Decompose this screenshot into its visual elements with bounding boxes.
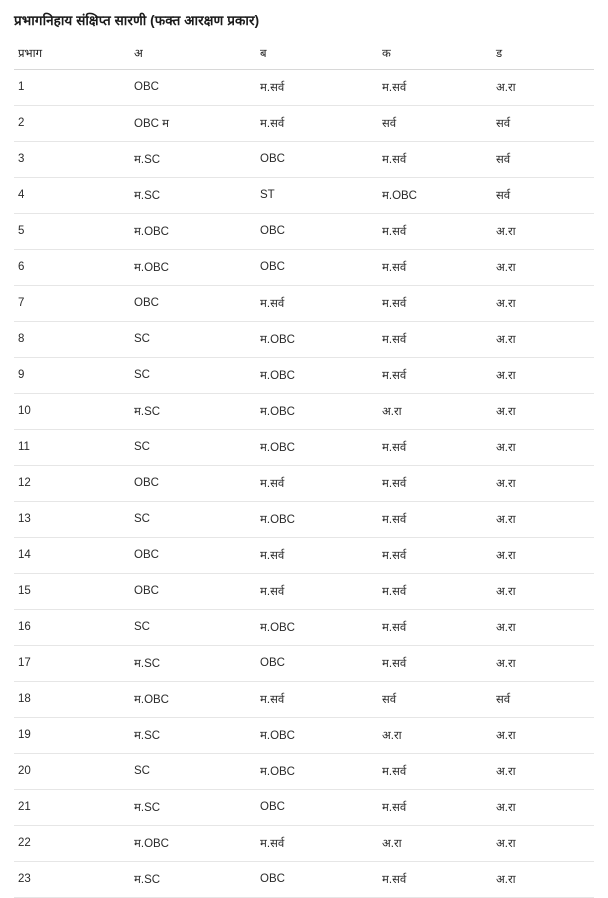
- cell-value: म.SC: [130, 141, 256, 177]
- table-row: [14, 285, 594, 321]
- cell-prabhag: 9: [14, 357, 130, 393]
- cell-value: OBC: [256, 141, 378, 177]
- table-row: [14, 105, 594, 141]
- cell-value: अ.रा: [492, 429, 594, 465]
- cell-value: म.SC: [130, 393, 256, 429]
- table-row: [14, 825, 594, 861]
- cell-value: म.सर्व: [256, 537, 378, 573]
- table-row: [14, 249, 594, 285]
- column-header-b: ब: [256, 40, 378, 70]
- cell-value: अ.रा: [492, 393, 594, 429]
- cell-value: SC: [130, 321, 256, 357]
- cell-prabhag: 16: [14, 609, 130, 645]
- cell-prabhag: 15: [14, 573, 130, 609]
- cell-value: अ.रा: [492, 609, 594, 645]
- cell-value: म.OBC: [256, 321, 378, 357]
- cell-prabhag: 17: [14, 645, 130, 681]
- cell-prabhag: 6: [14, 249, 130, 285]
- cell-value: म.सर्व: [378, 249, 492, 285]
- cell-value: म.OBC: [130, 213, 256, 249]
- cell-value: म.सर्व: [378, 321, 492, 357]
- cell-value: म.SC: [130, 789, 256, 825]
- cell-value: SC: [130, 609, 256, 645]
- cell-value: म.OBC: [256, 501, 378, 537]
- cell-value: म.OBC: [256, 429, 378, 465]
- cell-value: म.OBC: [378, 177, 492, 213]
- cell-value: SC: [130, 753, 256, 789]
- column-header-prabhag: प्रभाग: [14, 40, 130, 70]
- table-row: [14, 429, 594, 465]
- cell-value: अ.रा: [492, 861, 594, 897]
- cell-prabhag: 1: [14, 69, 130, 105]
- cell-value: म.सर्व: [378, 69, 492, 105]
- cell-prabhag: 21: [14, 789, 130, 825]
- cell-prabhag: 19: [14, 717, 130, 753]
- cell-value: सर्व: [492, 105, 594, 141]
- cell-value: अ.रा: [378, 393, 492, 429]
- cell-value: म.SC: [130, 717, 256, 753]
- reservation-summary-table: [14, 40, 594, 898]
- cell-prabhag: 10: [14, 393, 130, 429]
- cell-value: SC: [130, 357, 256, 393]
- table-row: [14, 717, 594, 753]
- cell-value: म.सर्व: [256, 285, 378, 321]
- cell-prabhag: 22: [14, 825, 130, 861]
- cell-value: म.OBC: [256, 753, 378, 789]
- table-header-row: [14, 40, 594, 70]
- cell-value: OBC: [130, 69, 256, 105]
- cell-value: अ.रा: [492, 753, 594, 789]
- cell-value: OBC: [130, 465, 256, 501]
- cell-value: म.सर्व: [378, 789, 492, 825]
- cell-value: म.OBC: [130, 681, 256, 717]
- cell-value: OBC: [256, 249, 378, 285]
- cell-value: OBC: [256, 213, 378, 249]
- cell-value: OBC: [130, 537, 256, 573]
- table-row: [14, 357, 594, 393]
- cell-value: म.OBC: [256, 393, 378, 429]
- cell-value: म.OBC: [256, 357, 378, 393]
- cell-value: सर्व: [492, 177, 594, 213]
- table-row: [14, 393, 594, 429]
- column-header-a: अ: [130, 40, 256, 70]
- cell-value: म.सर्व: [378, 141, 492, 177]
- cell-prabhag: 3: [14, 141, 130, 177]
- cell-value: सर्व: [492, 141, 594, 177]
- cell-value: म.SC: [130, 177, 256, 213]
- cell-value: अ.रा: [492, 357, 594, 393]
- cell-prabhag: 5: [14, 213, 130, 249]
- cell-value: म.OBC: [256, 609, 378, 645]
- table-row: [14, 141, 594, 177]
- cell-value: सर्व: [378, 681, 492, 717]
- cell-value: म.सर्व: [378, 537, 492, 573]
- cell-prabhag: 8: [14, 321, 130, 357]
- table-row: [14, 321, 594, 357]
- cell-value: म.OBC: [130, 249, 256, 285]
- table-row: [14, 753, 594, 789]
- cell-value: अ.रा: [492, 501, 594, 537]
- cell-value: ST: [256, 177, 378, 213]
- cell-value: अ.रा: [492, 69, 594, 105]
- cell-value: म.सर्व: [378, 465, 492, 501]
- table-row: [14, 537, 594, 573]
- table-row: [14, 861, 594, 897]
- cell-prabhag: 11: [14, 429, 130, 465]
- cell-prabhag: 20: [14, 753, 130, 789]
- cell-value: OBC: [130, 285, 256, 321]
- cell-value: म.सर्व: [378, 213, 492, 249]
- cell-value: SC: [130, 429, 256, 465]
- cell-value: म.सर्व: [378, 573, 492, 609]
- table-row: [14, 573, 594, 609]
- cell-value: अ.रा: [492, 465, 594, 501]
- cell-value: अ.रा: [492, 249, 594, 285]
- table-row: [14, 465, 594, 501]
- cell-value: म.सर्व: [378, 285, 492, 321]
- cell-value: अ.रा: [492, 789, 594, 825]
- cell-value: म.सर्व: [256, 681, 378, 717]
- cell-value: OBC: [130, 573, 256, 609]
- cell-value: OBC: [256, 645, 378, 681]
- cell-value: म.OBC: [256, 717, 378, 753]
- table-header: [14, 40, 594, 70]
- cell-value: म.सर्व: [256, 69, 378, 105]
- cell-prabhag: 18: [14, 681, 130, 717]
- cell-value: म.सर्व: [378, 645, 492, 681]
- cell-prabhag: 4: [14, 177, 130, 213]
- table-row: [14, 645, 594, 681]
- column-header-k: क: [378, 40, 492, 70]
- cell-value: म.OBC: [130, 825, 256, 861]
- cell-value: अ.रा: [378, 825, 492, 861]
- table-row: [14, 177, 594, 213]
- cell-value: OBC: [256, 861, 378, 897]
- cell-value: म.सर्व: [256, 573, 378, 609]
- column-header-d: ड: [492, 40, 594, 70]
- cell-value: म.सर्व: [378, 501, 492, 537]
- table-row: [14, 609, 594, 645]
- cell-value: म.SC: [130, 645, 256, 681]
- page-title: प्रभागनिहाय संक्षिप्त सारणी (फक्त आरक्षण प्रकार): [14, 13, 260, 28]
- table-body: [14, 69, 594, 897]
- cell-value: अ.रा: [492, 717, 594, 753]
- cell-value: अ.रा: [492, 825, 594, 861]
- cell-value: म.सर्व: [256, 465, 378, 501]
- table-row: [14, 69, 594, 105]
- cell-value: अ.रा: [492, 285, 594, 321]
- cell-value: अ.रा: [378, 717, 492, 753]
- cell-value: म.सर्व: [378, 429, 492, 465]
- cell-value: अ.रा: [492, 645, 594, 681]
- cell-value: अ.रा: [492, 321, 594, 357]
- cell-value: OBC: [256, 789, 378, 825]
- cell-prabhag: 14: [14, 537, 130, 573]
- cell-value: सर्व: [492, 681, 594, 717]
- cell-value: SC: [130, 501, 256, 537]
- table-row: [14, 789, 594, 825]
- cell-value: म.SC: [130, 861, 256, 897]
- cell-prabhag: 23: [14, 861, 130, 897]
- table-row: [14, 681, 594, 717]
- cell-value: अ.रा: [492, 573, 594, 609]
- table-row: [14, 213, 594, 249]
- cell-value: म.सर्व: [378, 861, 492, 897]
- cell-value: म.सर्व: [256, 825, 378, 861]
- cell-value: म.सर्व: [256, 105, 378, 141]
- cell-prabhag: 2: [14, 105, 130, 141]
- cell-value: म.सर्व: [378, 753, 492, 789]
- cell-value: OBC म: [130, 105, 256, 141]
- cell-value: सर्व: [378, 105, 492, 141]
- cell-prabhag: 7: [14, 285, 130, 321]
- cell-value: म.सर्व: [378, 609, 492, 645]
- cell-value: म.सर्व: [378, 357, 492, 393]
- cell-prabhag: 12: [14, 465, 130, 501]
- cell-value: अ.रा: [492, 213, 594, 249]
- cell-value: अ.रा: [492, 537, 594, 573]
- table-row: [14, 501, 594, 537]
- cell-prabhag: 13: [14, 501, 130, 537]
